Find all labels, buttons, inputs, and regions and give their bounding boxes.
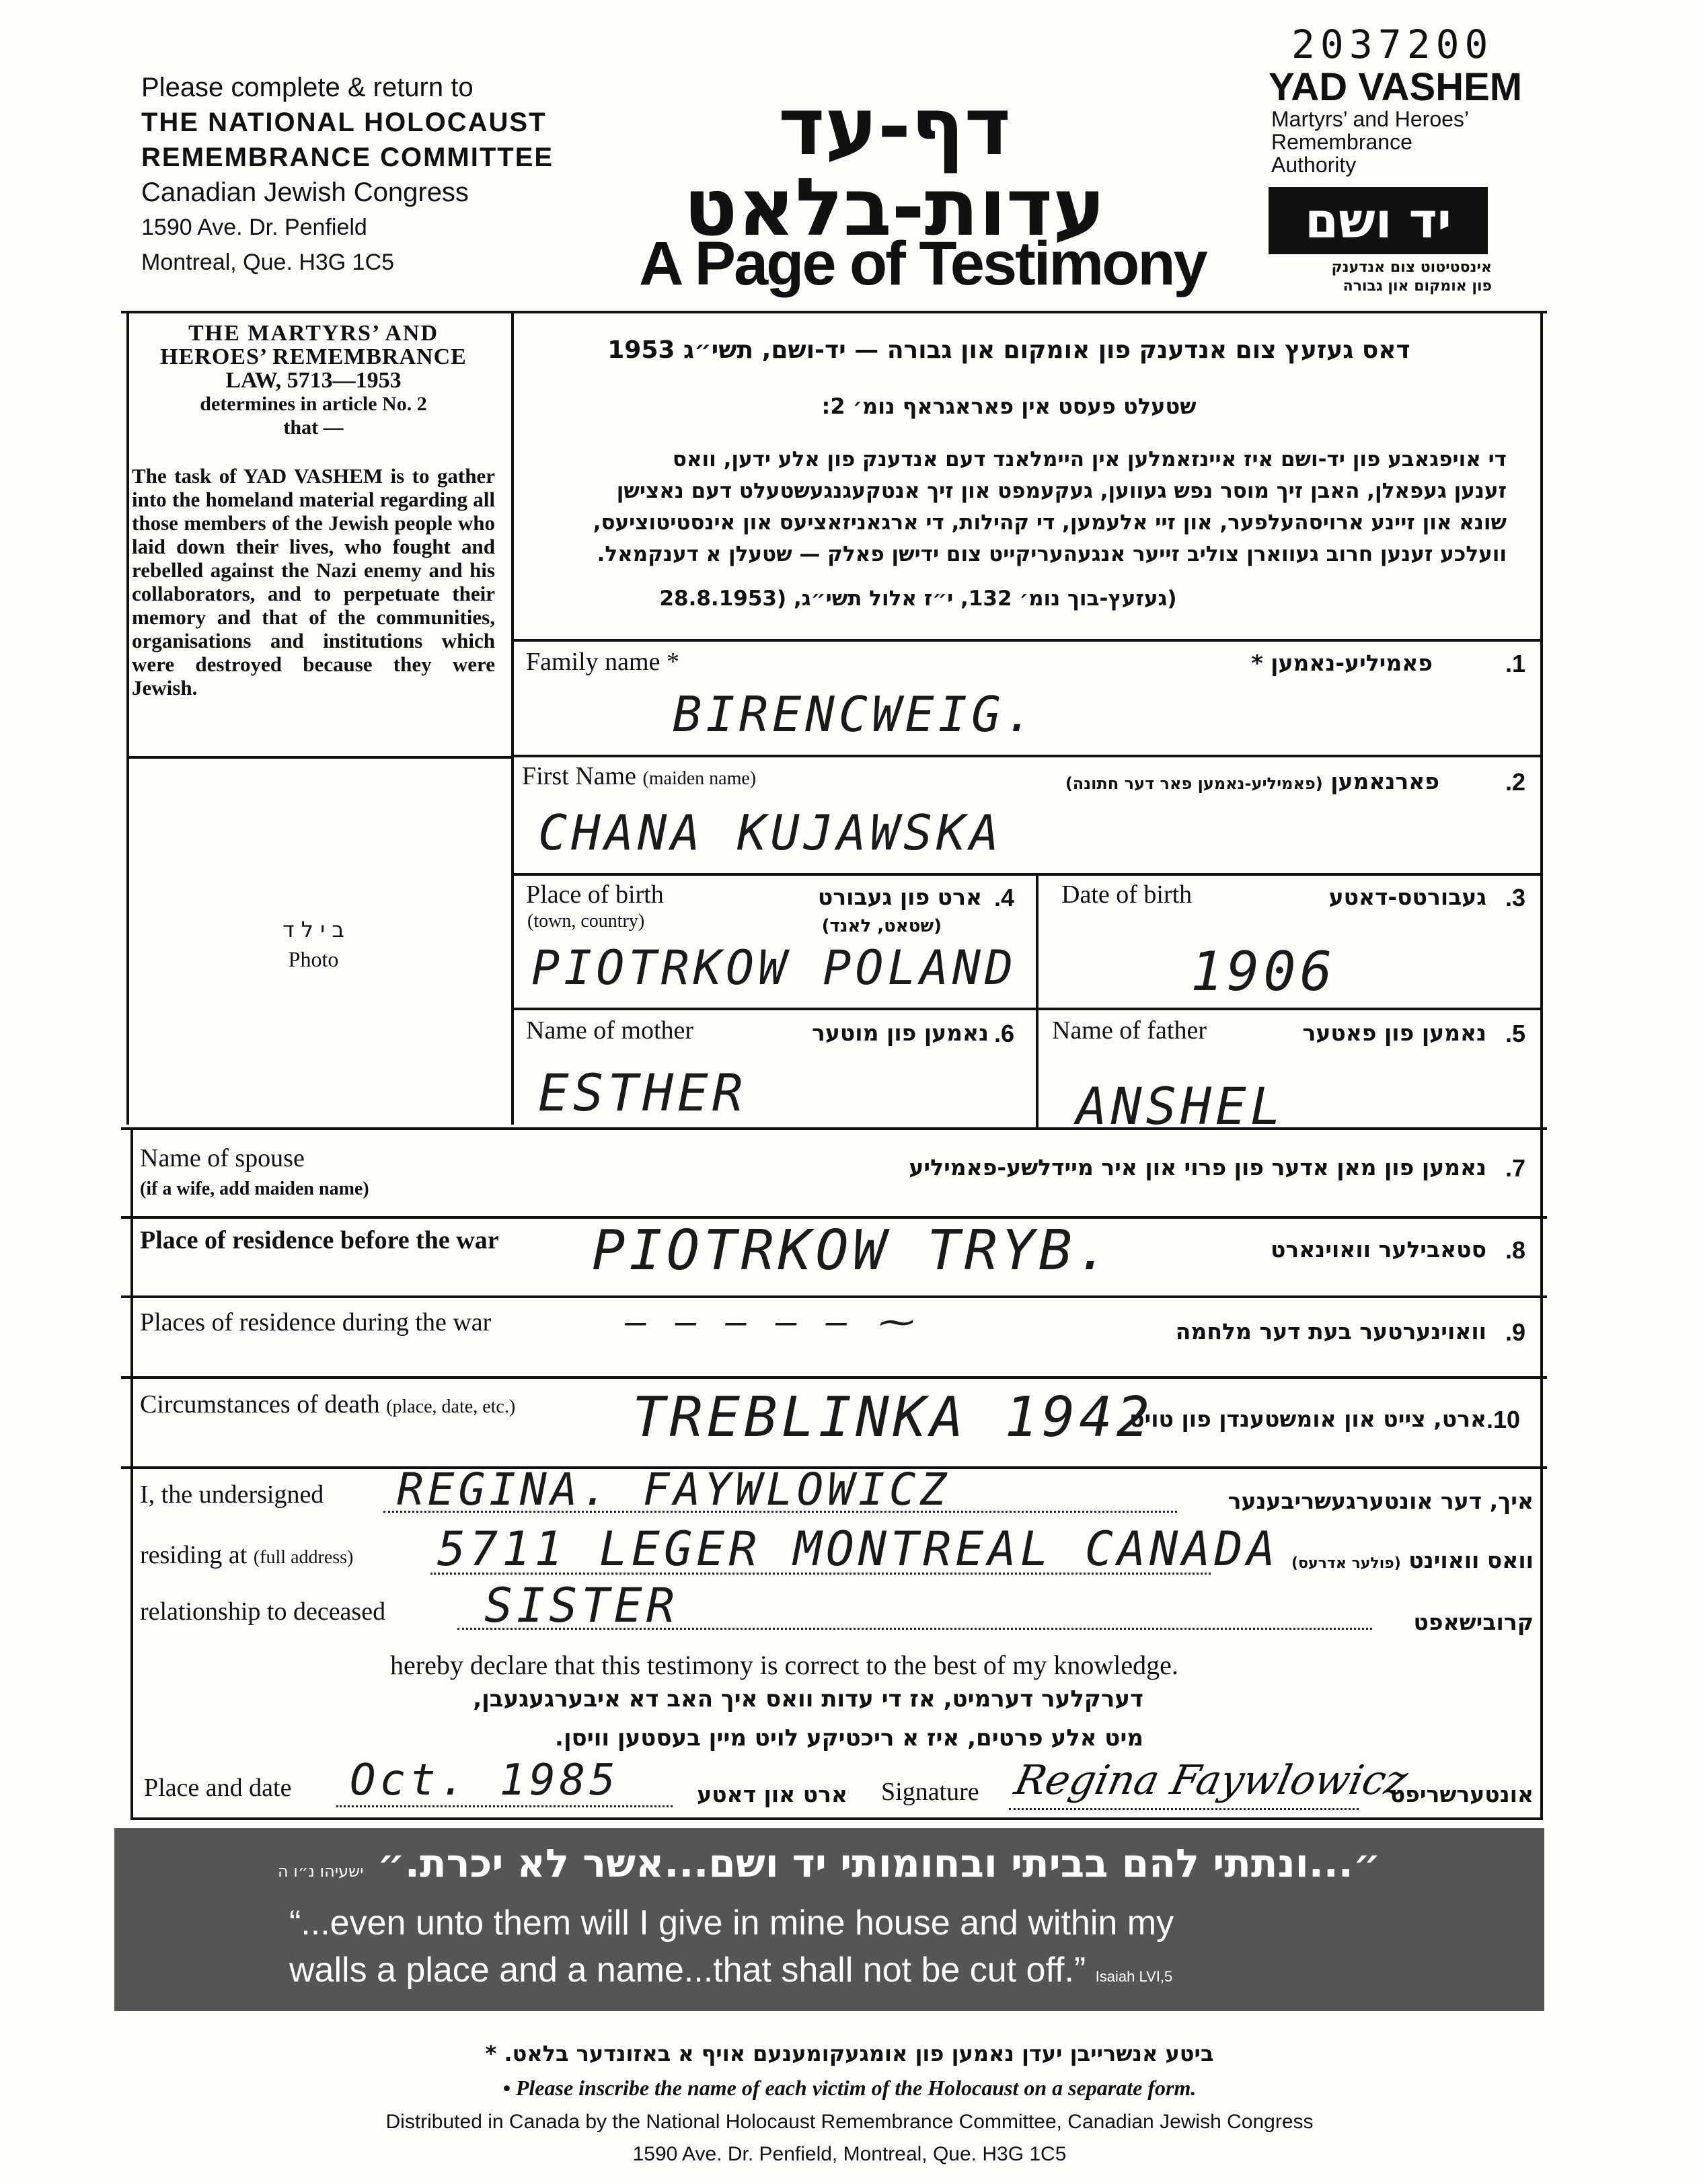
place-date-line (336, 1805, 673, 1807)
law-hebrew-1: דאס געזעץ צום אנדענק פון אומקום און גבורה — יד-ושם, תשי״ג 1953 (607, 336, 1410, 364)
first-name-heb-sub: (פאמיליע-נאמען פאר דער חתונה) (1065, 774, 1323, 793)
quote-english-1: “...even unto them will I give in mine house and within my (289, 1904, 1174, 1943)
quote-english-source: Isaiah LVI,5 (1095, 1968, 1173, 1985)
quote-english (289, 1899, 1500, 2000)
residing-label-sub: (full address) (253, 1547, 354, 1568)
father-name-label-hebrew: נאמען פון פאטער (1302, 1020, 1486, 1046)
undersigned-label: I, the undersigned (140, 1480, 324, 1509)
mother-name-value[interactable]: ESTHER (538, 1063, 747, 1123)
title-hebrew (626, 80, 1164, 254)
logo-subtitle (1264, 258, 1492, 296)
footer-distribution-1: Distributed in Canada by the National Holocaust Remembrance Committee, Canadian Jewish Congress (385, 2111, 1314, 2133)
law-photo-divider (126, 756, 511, 759)
law-hebrew-3: די אויפגאבע פון יד-ושם איז איינזאמלען אין היימלאנד דעם אנדענק פון אלע ידען, וואס (672, 447, 1507, 472)
field-number-3: .3 (1505, 884, 1526, 911)
relationship-value[interactable]: SISTER (484, 1578, 679, 1633)
residing-label (140, 1540, 353, 1570)
first-name-label-hebrew (1009, 768, 1439, 794)
frame-left-lower (130, 1127, 133, 1820)
place-date-label-hebrew: ארט און דאטע (697, 1781, 847, 1807)
mother-name-label-hebrew: נאמען פון מוטער (812, 1020, 989, 1046)
signature-label: Signature (881, 1778, 979, 1806)
law-heading-3: LAW, 5713—1953 (225, 368, 402, 393)
signature-label-hebrew: אונטערשריפט (1390, 1781, 1534, 1807)
first-name-label-sub: (maiden name) (642, 768, 757, 789)
residing-heb-sub: (פולער אדרעס) (1291, 1555, 1401, 1572)
place-date-value[interactable]: Oct. 1985 (350, 1756, 619, 1805)
document-number: 2037200 (1291, 22, 1494, 67)
scripture-quote-band (114, 1828, 1544, 2011)
rule-field-2 (511, 755, 1540, 757)
law-hebrew-7: (געזעץ-בוך נומ׳ 132, י״ז אלול תשי״ג, (28.8.1953 (659, 587, 1177, 611)
residence-before-label-hebrew: סטאבילער וואוינארט (1271, 1236, 1486, 1263)
family-name-label: Family name * (526, 648, 679, 676)
law-body: The task of YAD VASHEM is to gather into the homeland material regarding all those members of the Jewish people who laid down their lives, who fought and rebelled against the Nazi enemy and his collaborators, and to perpetuate their memory and that of the communities, organisations and institutions which were destroyed because they were Jewish. (132, 464, 495, 700)
return-address (141, 70, 554, 280)
return-line-6: Montreal, Que. H3G 1C5 (141, 250, 395, 275)
return-line-4: Canadian Jewish Congress (141, 178, 469, 207)
place-of-birth-sub: (town, country) (527, 911, 645, 932)
father-name-label: Name of father (1052, 1016, 1207, 1045)
undersigned-label-hebrew: איך, דער אונטערגעשריבענער (1228, 1488, 1534, 1514)
mother-name-label: Name of mother (526, 1016, 694, 1045)
first-name-heb-text: פארנאמען (1330, 768, 1439, 794)
rule-field-4 (511, 1008, 1540, 1010)
law-hebrew-2: שטעלט פעסט אין פאראגראף נומ׳ 2: (821, 393, 1197, 419)
law-hebrew-5: שונא און זיינע ארויסהעלפער, און זיי אלעמען, די קהילות, די ארגאניזאציעס און אינסטיטוציעס, (593, 511, 1507, 535)
field-number-5: .5 (1505, 1020, 1526, 1047)
family-name-label-hebrew: פאמיליע-נאמען * (1251, 650, 1433, 676)
law-line-5: that — (283, 416, 344, 439)
quote-english-2: walls a place and a name...that shall not be cut off.” (289, 1951, 1086, 1990)
frame-bottom (130, 1817, 1543, 1820)
field-number-8: .8 (1505, 1236, 1526, 1264)
footer-note: • Please inscribe the name of each victim of the Holocaust on a separate form. (502, 2076, 1197, 2100)
first-name-label (522, 761, 756, 791)
quote-english-2-wrap (289, 1947, 1500, 2000)
spouse-label: Name of spouse (140, 1144, 305, 1172)
death-circumstances-label-hebrew: ארט, צייט און אומשטענדן פון טויט (1129, 1406, 1486, 1432)
col-divider (1036, 873, 1039, 1129)
return-line-3: REMEMBRANCE COMMITTEE (141, 143, 554, 172)
spouse-label-sub: (if a wife, add maiden name) (140, 1178, 369, 1199)
yad-vashem-logo: יד ושם (1269, 187, 1488, 254)
law-line-4: determines in article No. 2 (200, 393, 427, 415)
org-name: YAD VASHEM (1269, 65, 1523, 109)
father-name-value[interactable]: ANSHEL (1076, 1076, 1285, 1136)
title-hebrew-2: עדות-בלאט (683, 161, 1106, 254)
place-of-birth-value[interactable]: PIOTRKOW POLAND (531, 940, 1018, 995)
death-label-text: Circumstances of death (140, 1390, 380, 1419)
quote-hebrew-text: ״...ונתתי להם בביתי ובחומותי יד ושם...אשר לא יכרת.״ (377, 1840, 1381, 1886)
place-of-birth-sub-hebrew: (שטאט, לאנד) (821, 916, 942, 936)
frame-top (121, 311, 1547, 313)
quote-hebrew (114, 1840, 1544, 1886)
residing-label-text: residing at (140, 1541, 248, 1569)
law-heading (132, 322, 495, 439)
relationship-label-hebrew: קרובישאפט (1413, 1609, 1534, 1635)
death-circumstances-label (140, 1390, 515, 1419)
declaration-statement: hereby declare that this testimony is correct to the best of my knowledge. (390, 1650, 1178, 1680)
first-name-label-text: First Name (522, 762, 636, 790)
page-title: A Page of Testimony (639, 229, 1206, 298)
footer-note-text: Please inscribe the name of each victim of the Holocaust on a separate form. (515, 2076, 1197, 2100)
residence-during-value[interactable]: – – – – – ⁓ (626, 1302, 916, 1343)
residence-during-label-hebrew: וואוינערטער בעת דער מלחמה (1175, 1318, 1486, 1345)
family-name-value[interactable]: BIRENCWEIG. (673, 686, 1038, 743)
signature-line (1009, 1808, 1359, 1810)
field-number-1: .1 (1505, 650, 1526, 677)
date-of-birth-value[interactable]: 1906 (1191, 940, 1336, 1003)
org-sub-3: Authority (1271, 153, 1357, 177)
date-of-birth-label-hebrew: געבורטס-דאטע (1328, 884, 1486, 910)
rule-field-1 (511, 639, 1540, 642)
field-number-7: .7 (1505, 1154, 1526, 1182)
residing-label-hebrew (1204, 1547, 1534, 1573)
spouse-label-hebrew: נאמען פון מאן אדער פון פרוי און איר מיידלשע-פאמיליע (909, 1154, 1486, 1180)
org-sub-2: Remembrance (1271, 130, 1412, 154)
title-hebrew-1: דף-עד (778, 80, 1011, 173)
first-name-value[interactable]: CHANA KUJAWSKA (538, 804, 1003, 861)
footer-hebrew-note-text: ביטע אנשרייבן יעדן נאמען פון אומגעקומענעם אויף א באזונדער בלאט. (504, 2041, 1214, 2066)
relationship-label: relationship to deceased (140, 1597, 386, 1626)
residing-heb-text: וואס וואוינט (1408, 1547, 1534, 1573)
rule-field-3 (511, 873, 1540, 876)
residence-during-label: Places of residence during the war (140, 1308, 492, 1336)
quote-hebrew-source: ישעיהו נ״ו ה (277, 1862, 364, 1881)
residence-before-value[interactable]: PIOTRKOW TRYB. (592, 1219, 1114, 1283)
place-of-birth-label-hebrew: ארט פון געבורט (817, 884, 982, 910)
undersigned-value[interactable]: REGINA. FAYWLOWICZ (397, 1464, 951, 1515)
place-date-label: Place and date (144, 1774, 292, 1802)
logo-sub-2: פון אומקום און גבורה (1343, 278, 1492, 295)
residing-value[interactable]: 5711 LEGER MONTREAL CANADA (437, 1521, 1279, 1577)
footer-distribution-2: 1590 Ave. Dr. Penfield, Montreal, Que. H3G 1C5 (632, 2143, 1067, 2165)
field-number-6: .6 (994, 1020, 1015, 1047)
logo-sub-1: אינסטיטוט צום אנדענק (1331, 259, 1492, 276)
photo-label-hebrew: ב י ל ד (282, 917, 344, 942)
date-of-birth-label: Date of birth (1061, 880, 1193, 909)
photo-placeholder (132, 915, 495, 974)
return-line-5: 1590 Ave. Dr. Penfield (141, 215, 367, 240)
photo-label: Photo (288, 947, 339, 971)
rule-field-5 (121, 1127, 1547, 1130)
law-hebrew-4: זענען געפאלן, האבן זיך מוסר נפש געווען, געקעמפט און זיך אנטקעגנגעשטעלט דעם נאצישן (616, 479, 1507, 503)
law-heading-2: HEROES’ REMEMBRANCE (160, 344, 467, 369)
field-number-2: .2 (1505, 768, 1526, 796)
signature-value[interactable]: Regina Faywlowicz (1010, 1757, 1412, 1804)
declaration-hebrew-2: מיט אלע פרטים, איז א ריכטיקע לויט מיין בעסטען וויסן. (555, 1725, 1143, 1752)
law-hebrew-6: וועלכע זענען חרוב געווארן צוליב זייער אנגעהעריקייט צום ידישן פאלק — שטעלן א דענקמאל. (597, 542, 1507, 566)
field-number-9: .9 (1505, 1318, 1526, 1346)
rule-field-7 (121, 1295, 1547, 1298)
footer-hebrew-note: ביטע אנשרייבן יעדן נאמען פון אומגעקומענעם אויף א באזונדער בלאט. * (485, 2041, 1214, 2066)
return-line-2: THE NATIONAL HOLOCAUST (141, 108, 547, 137)
residence-before-label: Place of residence before the war (140, 1226, 499, 1254)
death-circumstances-value[interactable]: TREBLINKA 1942 (632, 1386, 1154, 1449)
law-heading-1: THE MARTYRS’ AND (188, 321, 439, 346)
rule-field-8 (121, 1376, 1547, 1379)
org-subtitle (1271, 108, 1469, 176)
org-sub-1: Martyrs’ and Heroes’ (1271, 107, 1470, 131)
field-number-10: .10 (1486, 1406, 1521, 1433)
place-of-birth-label: Place of birth (526, 880, 664, 909)
frame-right (1540, 311, 1543, 1817)
declaration-hebrew-1: דערקלער דערמיט, אז די עדות וואס איך האב דא איבערגעגעבן, (473, 1686, 1143, 1712)
frame-left-upper (126, 311, 129, 1125)
death-label-sub: (place, date, etc.) (386, 1396, 516, 1417)
field-number-4: .4 (994, 884, 1015, 911)
return-line-1: Please complete & return to (141, 73, 474, 102)
law-column-divider (511, 311, 514, 1125)
